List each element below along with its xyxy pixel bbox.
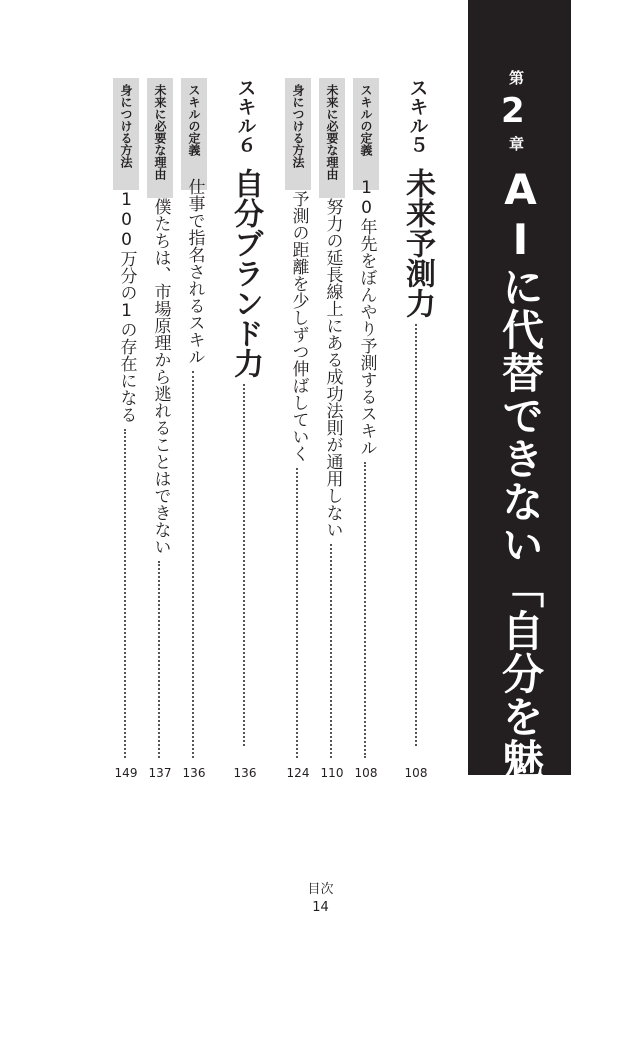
toc-entry-definition-5[interactable] [346,78,386,780]
entry-title: 100万分の1の存在になる [116,190,137,423]
leader-dots [330,544,334,758]
footer-label: 目次 [307,882,334,897]
toc-entry-method-5[interactable] [278,78,318,780]
badge-definition: スキルの定義 [353,78,379,190]
toc-entry-skill5[interactable] [397,78,437,768]
skill-title: 自分ブランド力 [228,168,263,378]
page-number: 124 [286,766,310,780]
leader-dots [415,324,419,746]
entry-title: 仕事で指名されるスキル [184,178,205,365]
chapter-banner [468,0,571,1039]
entry-title: 予測の距離を少しずつ伸ばしていく [288,190,309,462]
entry-title: 僕たちは、市場原理から逃れることはできない [150,198,171,555]
toc-entry-method-6[interactable] [106,78,146,780]
page-number: 137 [148,766,172,780]
entry-title: 努力の延長線上にある成功法則が通用しない [322,198,343,538]
badge-reason: 未来に必要な理由 [147,78,173,198]
chapter-number: 2 [501,91,525,131]
page-number: 136 [233,766,257,780]
badge-reason: 未来に必要な理由 [319,78,345,198]
toc-entry-skill6[interactable] [225,78,265,780]
chapter-page: 108 [404,766,428,780]
badge-method: 身につける方法 [285,78,311,190]
badge-definition: スキルの定義 [181,78,207,190]
footer-page-number: 14 [312,900,329,915]
leader-dots [158,561,162,758]
chapter-title: AIに代替できない「自分を魅せるスキル」 [496,165,545,1039]
skill-label: スキル６ [234,78,257,154]
page-number: 108 [354,766,378,780]
badge-method: 身につける方法 [113,78,139,190]
leader-dots [124,429,128,758]
page-number: 136 [182,766,206,780]
toc-entry-definition-6[interactable] [174,78,214,780]
toc-entry-reason-5[interactable] [312,78,352,780]
skill-title: 未来予測力 [400,168,435,318]
chapter-suffix: 章 [507,136,525,151]
skill-label: スキル５ [406,78,429,154]
leader-dots [243,384,247,746]
page-number: 110 [320,766,344,780]
chapter-prefix: 第 [507,70,525,85]
toc-entry-reason-6[interactable] [140,78,180,780]
leader-dots [364,462,368,758]
leader-dots [192,371,196,758]
leader-dots [296,468,300,758]
entry-title: 10年先をぼんやり予測するスキル [356,178,377,456]
page-number: 149 [114,766,138,780]
